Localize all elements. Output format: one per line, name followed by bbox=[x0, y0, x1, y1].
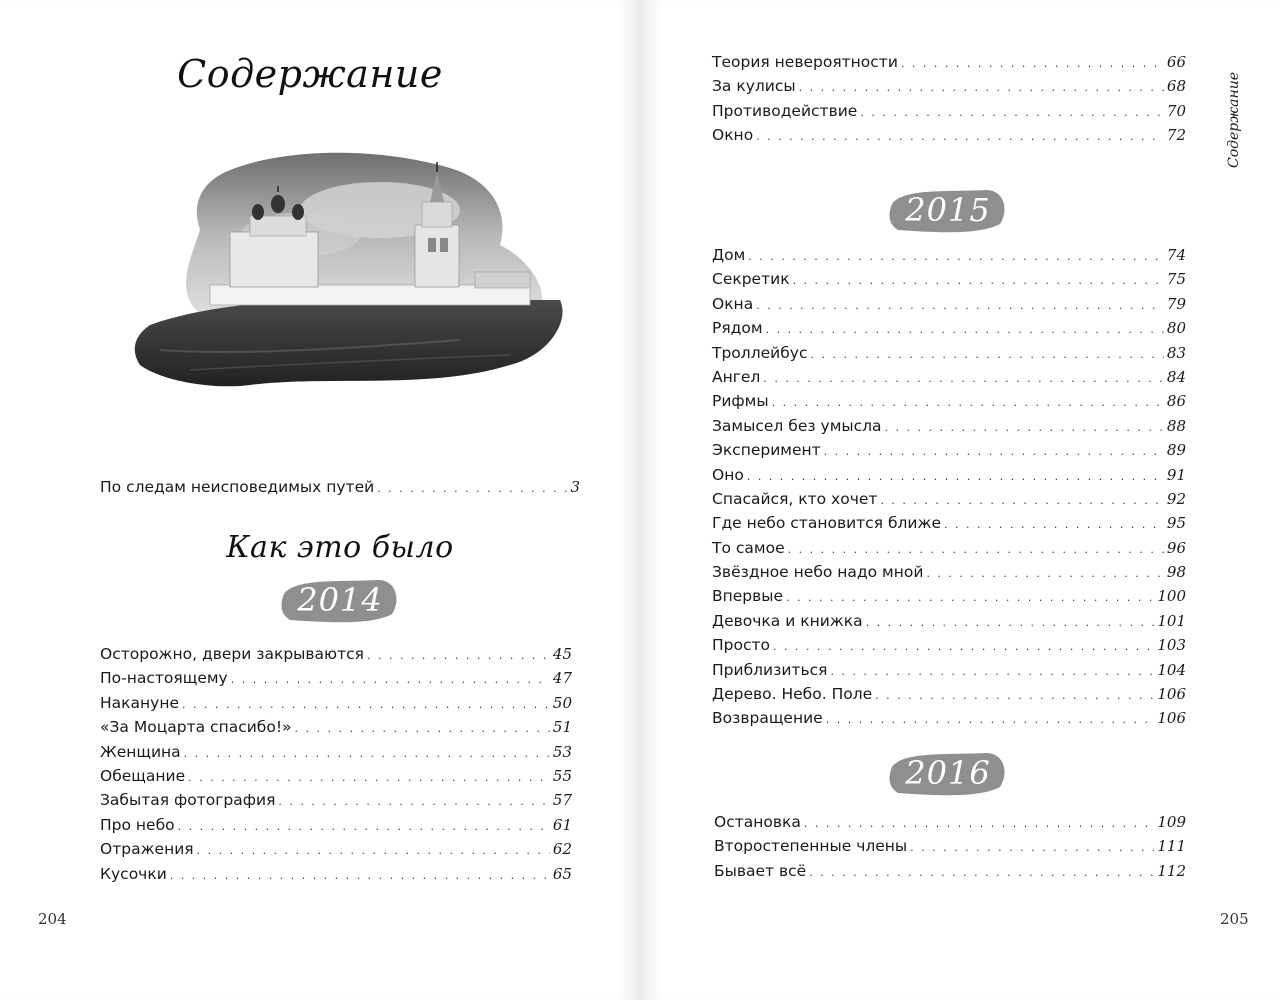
toc-list-continued bbox=[712, 53, 1186, 151]
section-title: Как это было bbox=[226, 530, 454, 565]
toc-list-2016 bbox=[714, 813, 1186, 886]
toc-entry[interactable]: Рядом . . . 80 bbox=[712, 319, 1186, 343]
toc-entry[interactable]: Где небо становится ближе . . . 95 bbox=[712, 514, 1186, 538]
toc-entry[interactable]: Окно . . . 72 bbox=[712, 126, 1186, 150]
toc-list-2014 bbox=[100, 645, 572, 889]
toc-entry[interactable]: Окна . . . 79 bbox=[712, 295, 1186, 319]
page-number-left: 204 bbox=[38, 910, 67, 928]
right-page bbox=[640, 0, 1280, 1000]
toc-entry[interactable]: Троллейбус . . . 83 bbox=[712, 344, 1186, 368]
toc-entry[interactable]: Оно . . . 91 bbox=[712, 466, 1186, 490]
contents-title: Содержание bbox=[177, 52, 443, 96]
running-head: Содержание bbox=[1226, 71, 1242, 168]
toc-entry[interactable]: Остановка . . . 109 bbox=[714, 813, 1186, 837]
toc-entry[interactable]: То самое . . . 96 bbox=[712, 539, 1186, 563]
toc-entry[interactable]: Приблизиться . . . 104 bbox=[712, 661, 1186, 685]
toc-entry[interactable]: Ангел . . . 84 bbox=[712, 368, 1186, 392]
toc-entry[interactable]: Бывает всё . . . 112 bbox=[714, 862, 1186, 886]
toc-entry[interactable]: Спасайся, кто хочет . . . 92 bbox=[712, 490, 1186, 514]
monastery-photo bbox=[130, 150, 570, 410]
toc-entry[interactable]: Женщина . . . 53 bbox=[100, 743, 572, 767]
toc-entry[interactable]: Осторожно, двери закрываются . . . 45 bbox=[100, 645, 572, 669]
toc-entry[interactable]: Эксперимент . . . 89 bbox=[712, 441, 1186, 465]
toc-entry[interactable]: Девочка и книжка . . . 101 bbox=[712, 612, 1186, 636]
toc-entry[interactable]: Возвращение . . . 106 bbox=[712, 709, 1186, 733]
toc-entry[interactable]: Второстепенные члены . . . 111 bbox=[714, 837, 1186, 861]
toc-entry[interactable]: Отражения . . . 62 bbox=[100, 840, 572, 864]
toc-entry[interactable]: Накануне . . . 50 bbox=[100, 694, 572, 718]
year-badge-2015: 2015 bbox=[888, 182, 1008, 238]
toc-list-2015 bbox=[712, 246, 1186, 734]
toc-entry[interactable]: Впервые . . . 100 bbox=[712, 587, 1186, 611]
toc-entry[interactable]: По-настоящему . . . 47 bbox=[100, 669, 572, 693]
toc-entry[interactable]: По следам неисповедимых путей . . . 3 bbox=[100, 478, 580, 502]
toc-entry[interactable]: «За Моцарта спасибо!» . . . 51 bbox=[100, 718, 572, 742]
toc-entry[interactable]: Кусочки . . . 65 bbox=[100, 865, 572, 889]
toc-entry[interactable]: Дерево. Небо. Поле . . . 106 bbox=[712, 685, 1186, 709]
toc-entry[interactable]: Противодействие . . . 70 bbox=[712, 102, 1186, 126]
toc-entry[interactable]: Дом . . . 74 bbox=[712, 246, 1186, 270]
toc-entry[interactable]: Секретик . . . 75 bbox=[712, 270, 1186, 294]
toc-intro bbox=[100, 478, 580, 502]
toc-entry[interactable]: Теория невероятности . . . 66 bbox=[712, 53, 1186, 77]
toc-entry[interactable]: Просто . . . 103 bbox=[712, 636, 1186, 660]
toc-entry[interactable]: Звёздное небо надо мной . . . 98 bbox=[712, 563, 1186, 587]
toc-entry[interactable]: Обещание . . . 55 bbox=[100, 767, 572, 791]
toc-entry[interactable]: Рифмы . . . 86 bbox=[712, 392, 1186, 416]
page-number-right: 205 bbox=[1220, 910, 1249, 928]
toc-entry[interactable]: Забытая фотография . . . 57 bbox=[100, 791, 572, 815]
year-badge-2014: 2014 bbox=[280, 572, 400, 628]
toc-entry[interactable]: Замысел без умысла . . . 88 bbox=[712, 417, 1186, 441]
toc-entry[interactable]: За кулисы . . . 68 bbox=[712, 77, 1186, 101]
toc-entry[interactable]: Про небо . . . 61 bbox=[100, 816, 572, 840]
year-badge-2016: 2016 bbox=[888, 745, 1008, 801]
